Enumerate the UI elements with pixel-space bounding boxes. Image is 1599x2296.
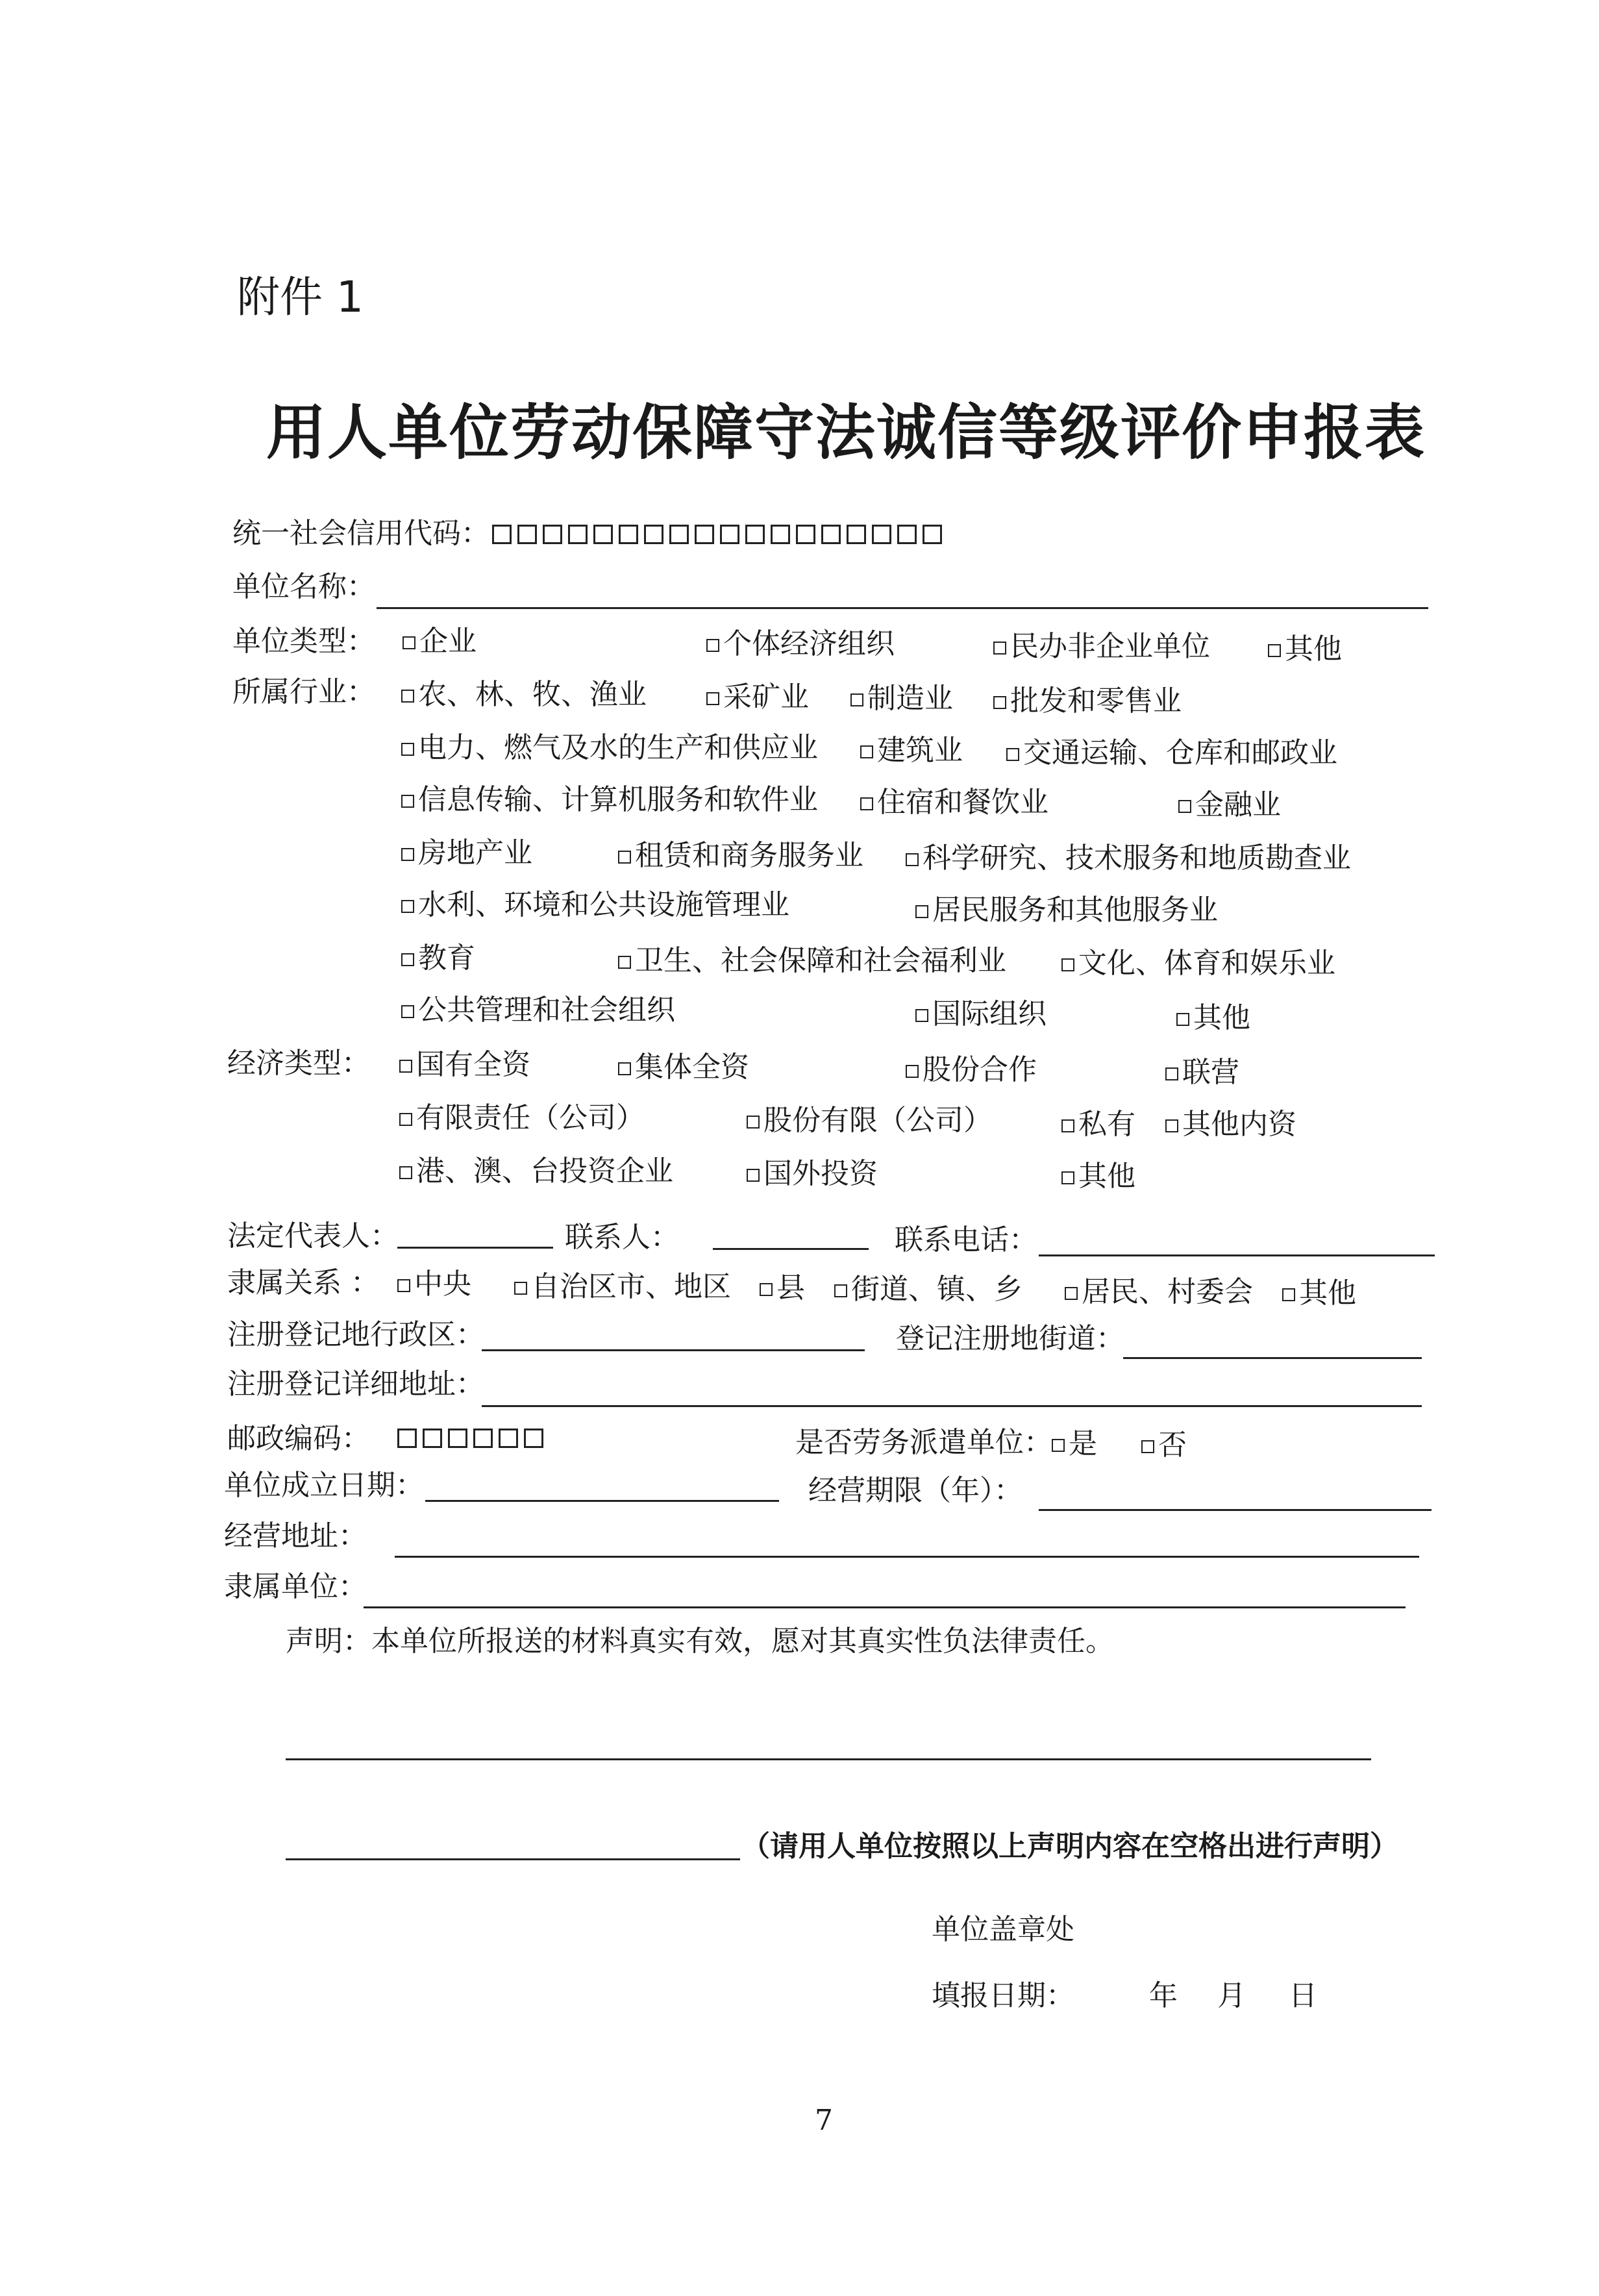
unit-type-option[interactable]: 民办非企业单位 [993,630,1210,664]
affiliation-option[interactable]: 中央 [397,1267,471,1301]
industry-option[interactable]: 公共管理和社会组织 [401,993,675,1027]
declaration-field-1[interactable] [286,1758,1371,1760]
checkbox[interactable] [993,696,1006,709]
postcode-cell[interactable] [397,1429,417,1448]
unit-type-option[interactable]: 企业 [403,625,477,658]
industry-option[interactable]: 租赁和商务服务业 [618,839,863,873]
reg-address-field[interactable] [482,1405,1422,1407]
checkbox[interactable] [760,1283,773,1296]
economy-option[interactable]: 股份合作 [906,1053,1037,1087]
checkbox[interactable] [1165,1119,1178,1132]
biz-address-field[interactable] [395,1556,1419,1558]
industry-option[interactable]: 采矿业 [706,680,809,714]
credit-code-cell[interactable] [923,525,942,544]
postcode-cell[interactable] [524,1429,543,1448]
checkbox[interactable] [915,905,928,918]
credit-code-cell[interactable] [543,525,562,544]
contact-field[interactable] [713,1248,869,1250]
checkbox[interactable] [1061,958,1074,971]
legal-rep-label: 法定代表人： [227,1219,399,1253]
affiliation-option[interactable]: 街道、镇、乡 [834,1273,1023,1306]
checkbox[interactable] [1065,1287,1078,1300]
dispatch-option-no[interactable]: 否 [1141,1429,1187,1462]
date-year: 年 [1149,1979,1178,2012]
postcode-cell[interactable] [448,1429,467,1448]
credit-code-cell[interactable] [897,525,917,544]
checkbox[interactable] [860,797,873,810]
checkbox[interactable] [747,1169,760,1182]
credit-code-cell[interactable] [720,525,739,544]
phone-label: 联系电话： [895,1223,1037,1256]
founded-label: 单位成立日期： [224,1469,424,1502]
checkbox[interactable] [618,851,631,864]
affiliation-option[interactable]: 其他 [1282,1277,1356,1310]
unit-type-option[interactable]: 个体经济组织 [706,627,895,661]
postcode-cell[interactable] [423,1429,442,1448]
credit-code-cell[interactable] [847,525,866,544]
industry-option[interactable]: 水利、环境和公共设施管理业 [401,888,789,922]
date-month: 月 [1217,1979,1246,2012]
credit-code-cell[interactable] [517,525,537,544]
industry-option[interactable]: 农、林、牧、渔业 [401,678,647,712]
checkbox[interactable] [1006,748,1019,761]
checkbox[interactable] [706,692,719,705]
checkbox[interactable] [1165,1067,1178,1080]
founded-field[interactable] [425,1500,779,1502]
reg-district-field[interactable] [482,1349,865,1351]
parent-unit-label: 隶属单位： [224,1570,367,1603]
economy-option[interactable]: 股份有限（公司） [747,1104,992,1138]
industry-option[interactable]: 房地产业 [401,836,532,870]
postcode-cell[interactable] [499,1429,518,1448]
economy-option[interactable]: 联营 [1165,1056,1239,1090]
industry-option[interactable]: 建筑业 [860,734,963,767]
unit-type-option[interactable]: 其他 [1268,632,1342,666]
affiliation-option[interactable]: 自治区市、地区 [514,1270,731,1304]
checkbox[interactable] [399,1113,412,1126]
credit-code-cell[interactable] [872,525,891,544]
checkbox[interactable] [397,1279,410,1292]
economy-option[interactable]: 国有全资 [399,1048,530,1082]
credit-code-cell[interactable] [771,525,790,544]
checkbox[interactable] [1052,1439,1065,1452]
industry-option[interactable]: 卫生、社会保障和社会福利业 [618,944,1006,978]
legal-rep-field[interactable] [397,1247,553,1249]
credit-code-cell[interactable] [492,525,512,544]
checkbox[interactable] [399,1060,412,1073]
checkbox[interactable] [403,636,415,649]
checkbox[interactable] [993,642,1006,655]
checkbox[interactable] [401,953,414,966]
checkbox[interactable] [401,900,414,913]
phone-field[interactable] [1039,1254,1435,1256]
economy-option[interactable]: 有限责任（公司） [399,1101,645,1135]
postcode-label: 邮政编码： [227,1422,370,1455]
credit-code-cell[interactable] [821,525,841,544]
seal-label: 单位盖章处 [932,1913,1074,1946]
reg-street-field[interactable] [1123,1357,1422,1359]
postcode-cell[interactable] [473,1429,493,1448]
checkbox[interactable] [514,1282,527,1295]
industry-option[interactable]: 金融业 [1178,788,1281,822]
credit-code-cells[interactable] [492,525,948,544]
checkbox[interactable] [401,690,414,703]
credit-code-cell[interactable] [669,525,689,544]
date-label: 填报日期： [932,1979,1074,2012]
reg-district-label: 注册登记地行政区： [227,1318,484,1351]
economy-option[interactable]: 私有 [1061,1108,1135,1142]
biz-address-label: 经营地址： [224,1519,367,1553]
industry-option[interactable]: 其他 [1176,1001,1250,1035]
dispatch-option-yes[interactable]: 是 [1052,1427,1097,1461]
economy-option[interactable]: 国外投资 [747,1157,878,1191]
term-field[interactable] [1039,1509,1432,1511]
credit-code-cell[interactable] [568,525,588,544]
declaration-text: 声明：本单位所报送的材料真实有效，愿对其真实性负法律责任。 [286,1625,1114,1658]
industry-option[interactable]: 居民服务和其他服务业 [915,893,1218,927]
industry-option[interactable]: 国际组织 [915,997,1047,1031]
checkbox[interactable] [1282,1288,1295,1301]
checkbox[interactable] [834,1284,847,1297]
checkbox[interactable] [1178,800,1191,813]
industry-option[interactable]: 科学研究、技术服务和地质勘查业 [906,842,1351,875]
checkbox[interactable] [401,743,414,756]
attachment-label: 附件 1 [237,272,364,322]
checkbox[interactable] [618,956,631,969]
economy-option[interactable]: 其他 [1061,1160,1135,1193]
economy-label: 经济类型： [227,1047,370,1080]
checkbox[interactable] [906,1065,919,1078]
checkbox[interactable] [1061,1119,1074,1132]
checkbox[interactable] [399,1166,412,1179]
unit-name-label: 单位名称： [232,570,375,603]
industry-label: 所属行业： [232,675,375,708]
unit-name-field[interactable] [377,607,1428,609]
credit-code-cell[interactable] [695,525,714,544]
industry-option[interactable]: 住宿和餐饮业 [860,786,1048,819]
parent-unit-field[interactable] [364,1606,1406,1608]
checkbox[interactable] [850,693,863,706]
checkbox[interactable] [1268,644,1281,657]
economy-option[interactable]: 其他内资 [1165,1108,1296,1142]
checkbox[interactable] [1176,1013,1189,1026]
page-title: 用人单位劳动保障守法诚信等级评价申报表 [266,398,1426,468]
affiliation-label: 隶属关系 ： [227,1266,379,1299]
affiliation-option[interactable]: 居民、村委会 [1065,1275,1253,1309]
contact-label: 联系人： [565,1221,679,1254]
checkbox[interactable] [860,745,873,758]
economy-option[interactable]: 集体全资 [618,1051,749,1084]
credit-code-cell[interactable] [745,525,765,544]
industry-option[interactable]: 制造业 [850,682,953,716]
declaration-field-2[interactable] [286,1858,740,1860]
term-label: 经营期限（年）： [808,1474,1023,1507]
credit-code-cell[interactable] [619,525,638,544]
affiliation-option[interactable]: 县 [760,1271,805,1305]
page-number: 7 [815,2104,833,2137]
checkbox[interactable] [1061,1171,1074,1184]
industry-option[interactable]: 电力、燃气及水的生产和供应业 [401,731,818,765]
credit-code-cell[interactable] [644,525,663,544]
checkbox[interactable] [915,1009,928,1022]
industry-option[interactable]: 信息传输、计算机服务和软件业 [401,783,818,817]
industry-option[interactable]: 批发和零售业 [993,684,1182,718]
industry-option[interactable]: 文化、体育和娱乐业 [1061,947,1335,980]
checkbox[interactable] [401,1005,414,1018]
checkbox[interactable] [618,1062,631,1075]
checkbox[interactable] [906,853,919,866]
credit-code-label: 统一社会信用代码： [232,517,490,550]
credit-code-cell[interactable] [796,525,815,544]
industry-option[interactable]: 交通运输、仓库和邮政业 [1006,736,1337,770]
economy-option[interactable]: 港、澳、台投资企业 [399,1154,673,1188]
credit-code-cell[interactable] [593,525,613,544]
checkbox[interactable] [747,1116,760,1129]
checkbox[interactable] [401,795,414,808]
declaration-note: （请用人单位按照以上声明内容在空格出进行声明） [741,1830,1398,1863]
checkbox[interactable] [401,848,414,861]
unit-type-label: 单位类型： [232,625,375,658]
checkbox[interactable] [706,639,719,652]
dispatch-label: 是否劳务派遣单位： [795,1426,1052,1459]
industry-option[interactable]: 教育 [401,942,475,975]
reg-street-label: 登记注册地街道： [896,1322,1124,1355]
reg-address-label: 注册登记详细地址： [227,1367,484,1401]
checkbox[interactable] [1141,1440,1154,1453]
date-day: 日 [1289,1979,1317,2012]
postcode-cells[interactable] [397,1429,549,1448]
